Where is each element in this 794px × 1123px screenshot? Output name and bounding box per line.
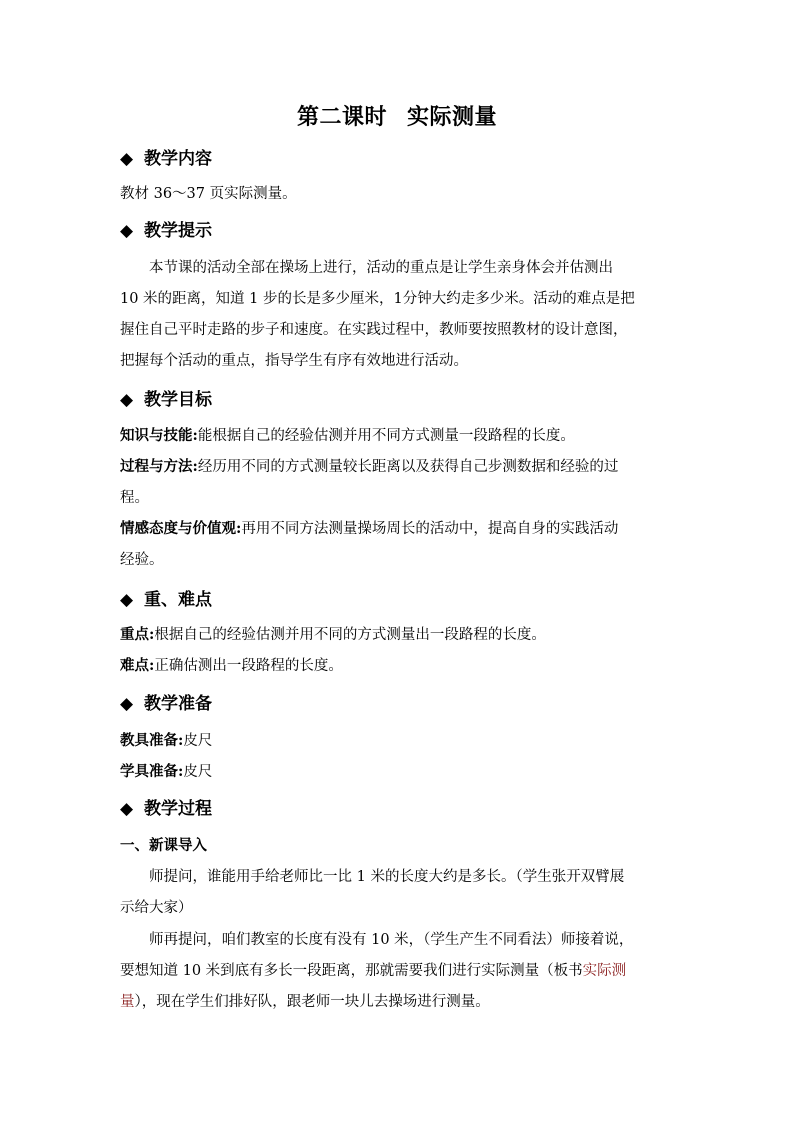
process-paragraph-line: 师再提问，咱们教室的长度有没有 10 米，（学生产生不同看法）师接着说，	[149, 932, 634, 948]
prep-text: 皮尺	[183, 764, 213, 780]
diamond-bullet-icon: ◆	[120, 149, 134, 169]
goal-knowledge	[120, 425, 680, 447]
section-heading-prep	[120, 692, 212, 716]
prep-label: 学具准备:	[120, 763, 184, 780]
goal-emotion-cont: 经验。	[120, 552, 164, 568]
process-paragraph-line: 师提问，谁能用手给老师比一比 1 米的长度大约是多长。（学生张开双臂展	[149, 869, 625, 885]
process-paragraph-line: 示给大家）	[120, 900, 193, 916]
section-heading-tips	[120, 219, 212, 243]
goal-text: 能根据自己的经验估测并用不同方式测量一段路程的长度。	[197, 428, 575, 444]
section-heading-text: 教学提示	[144, 221, 212, 241]
goal-emotion	[120, 518, 680, 540]
board-writing-text: 量	[120, 994, 135, 1010]
paragraph-text: 要想知道 10 米到底有多长一段距离，那就需要我们进行实际测量（板书	[120, 963, 583, 979]
diamond-bullet-icon: ◆	[120, 590, 134, 610]
section-heading-text: 教学过程	[144, 799, 212, 819]
section-heading-text: 教学内容	[144, 149, 212, 169]
section-heading-content	[120, 147, 212, 171]
page-title	[0, 100, 794, 131]
paragraph-text: ），现在学生们排好队，跟老师一块儿去操场进行测量。	[134, 994, 490, 1010]
process-paragraph-line	[120, 960, 680, 982]
prep-label: 教具准备:	[120, 732, 184, 749]
diamond-bullet-icon: ◆	[120, 799, 134, 819]
goal-label: 过程与方法:	[120, 458, 198, 475]
board-writing-text: 实际测	[582, 963, 627, 979]
section-heading-text: 教学准备	[144, 694, 212, 714]
prep-text: 皮尺	[183, 733, 213, 749]
title-topic: 实际测量	[407, 104, 498, 130]
section-heading-text: 重、难点	[144, 590, 212, 610]
goal-label: 情感态度与价值观:	[120, 520, 242, 537]
tips-line: 10 米的距离，知道 1 步的长是多少厘米，1分钟大约走多少米。活动的难点是把	[120, 291, 635, 307]
goal-process-cont: 程。	[120, 490, 149, 506]
section-heading-keypoints	[120, 588, 212, 612]
tips-line: 握住自己平时走路的步子和速度。在实践过程中，教师要按照教材的设计意图，	[120, 322, 628, 338]
diamond-bullet-icon: ◆	[120, 390, 134, 410]
goal-text: 再用不同方法测量操场周长的活动中，提高自身的实践活动	[241, 521, 619, 537]
key-label: 重点:	[120, 626, 155, 643]
difficult-label: 难点:	[120, 657, 155, 674]
difficult-text: 正确估测出一段路程的长度。	[154, 658, 343, 674]
diamond-bullet-icon: ◆	[120, 221, 134, 241]
prep-teacher	[120, 730, 680, 752]
process-paragraph-line	[120, 991, 680, 1013]
diamond-bullet-icon: ◆	[120, 694, 134, 714]
section-heading-text: 教学目标	[144, 390, 212, 410]
content-text: 教材 36～37 页实际测量。	[120, 186, 297, 202]
key-text: 根据自己的经验估测并用不同的方式测量出一段路程的长度。	[154, 627, 546, 643]
key-point	[120, 624, 680, 646]
section-heading-goals	[120, 388, 212, 412]
section-heading-process	[120, 797, 212, 821]
difficult-point	[120, 655, 680, 677]
goal-text: 经历用不同的方式测量较长距离以及获得自己步测数据和经验的过	[197, 459, 619, 475]
tips-line: 本节课的活动全部在操场上进行，活动的重点是让学生亲身体会并估测出	[149, 260, 613, 276]
process-subheading: 一、新课导入	[120, 837, 207, 854]
tips-line: 把握每个活动的重点，指导学生有序有效地进行活动。	[120, 353, 468, 369]
goal-process	[120, 456, 680, 478]
prep-student	[120, 761, 680, 783]
goal-label: 知识与技能:	[120, 427, 198, 444]
title-lesson: 第二课时	[296, 104, 387, 130]
